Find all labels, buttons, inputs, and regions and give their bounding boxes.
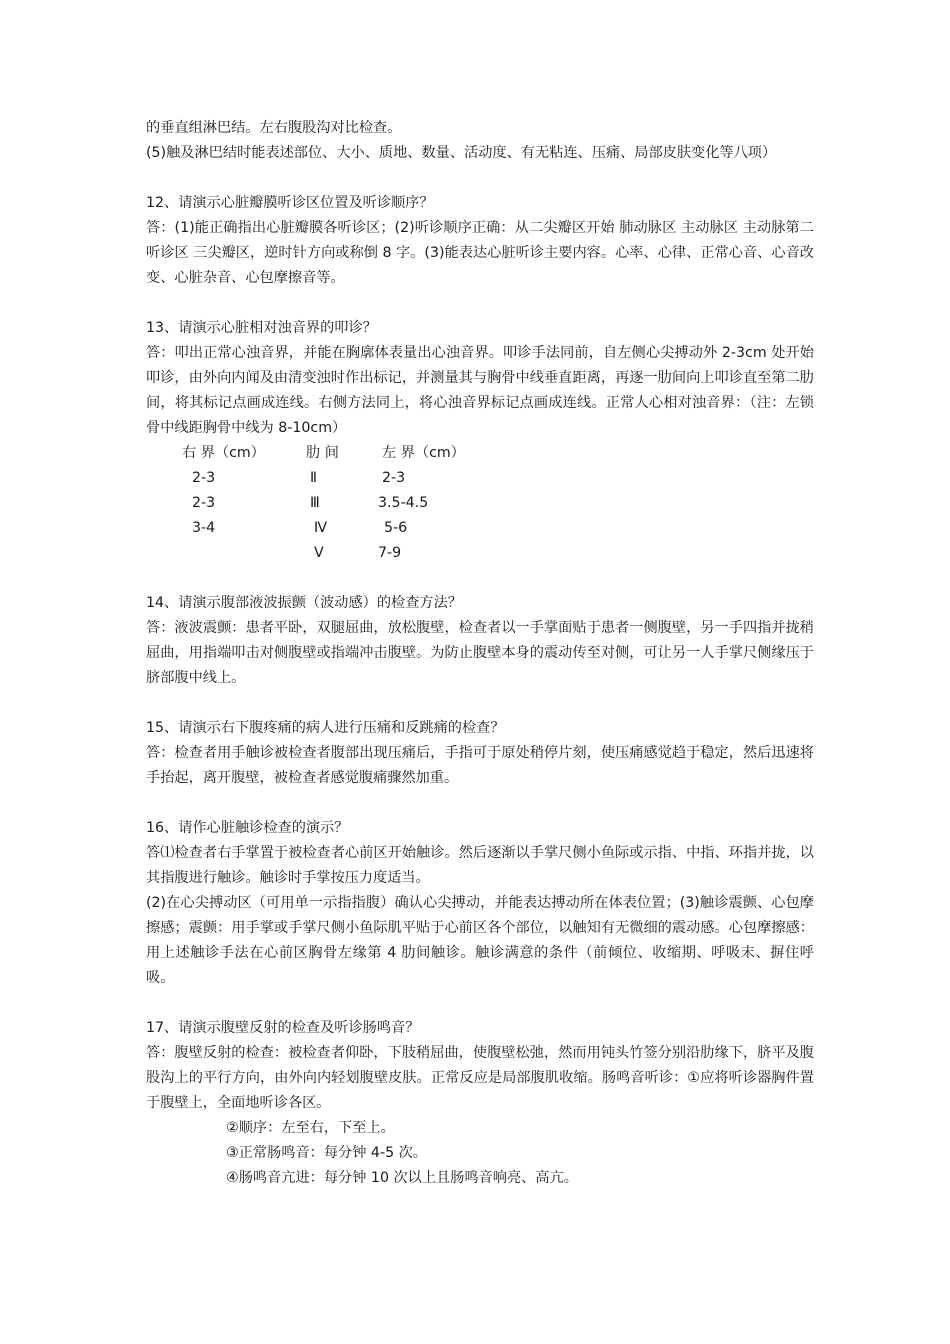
table-cell-left: 5-6 [384,520,408,536]
bowel-sound-list [146,1116,814,1191]
answer-16-part-1: 答⑴检查者右手掌置于被检查者心前区开始触诊。然后逐渐以手掌尺侧小鱼际或示指、中指、环指并拢，以其指腹进行触诊。触诊时手掌按压力度适当。 [146,845,814,886]
answer-17: 答：腹壁反射的检查：被检查者仰卧，下肢稍屈曲，使腹壁松弛，然而用钝头竹签分别沿肋缘下，脐平及腹股沟上的平行方向，由外向内轻划腹壁皮肤。正常反应是局部腹肌收缩。肠鸣音听诊：①应将听诊器胸件置于腹壁上，全面地听诊各区。 [146,1045,814,1111]
question-13: 13、请演示心脏相对浊音界的叩诊？ [146,320,377,336]
question-15: 15、请演示右下腹疼痛的病人进行压痛和反跳痛的检查？ [146,720,505,736]
table-cell-intercostal: Ⅲ [310,495,320,511]
table-cell-right: 2-3 [192,495,216,511]
table-row [146,516,814,541]
table-cell-right: 3-4 [192,520,216,536]
question-12: 12、请演示心脏瓣膜听诊区位置及听诊顺序？ [146,195,434,211]
intro-line-1: 的垂直组淋巴结。左右腹股沟对比检查。 [146,120,402,136]
dullness-border-table [146,441,814,566]
section-gap [146,566,814,591]
table-cell-left: 2-3 [382,470,406,486]
table-row [146,491,814,516]
table-header-row [146,441,814,466]
list-item: ②顺序：左至右，下至上。 [226,1120,395,1136]
section-gap [146,691,814,716]
table-cell-right: 2-3 [192,470,216,486]
table-row [146,541,814,566]
question-14: 14、请演示腹部液波振颤（波动感）的检查方法？ [146,595,462,611]
section-gap [146,791,814,816]
answer-16-part-2: (2)在心尖搏动区（可用单一示指指腹）确认心尖搏动，并能表达搏动所在体表位置；(3)触诊震颤、心包摩擦感；震颤：用手掌或手掌尺侧小鱼际肌平贴于心前区各个部位，以触知有无微细的震动感。心包摩擦感：用上述触诊手法在心前区胸骨左缘第 4 肋间触诊。触诊满意的条件（前倾位、收缩期、呼吸末、摒住呼吸。 [146,895,814,986]
section-gap [146,991,814,1016]
table-header-right: 右 界（cm） [182,445,265,461]
answer-14: 答：液波震颤：患者平卧，双腿屈曲，放松腹壁，检查者以一手掌面贴于患者一侧腹壁，另一手四指并拢稍屈曲，用指端叩击对侧腹壁或指端冲击腹壁。为防止腹壁本身的震动传至对侧，可让另一人手掌尺侧缘压于脐部腹中线上。 [146,620,814,686]
answer-13: 答：叩出正常心浊音界，并能在胸廓体表量出心浊音界。叩诊手法同前，自左侧心尖搏动外 2-3cm 处开始叩诊，由外向内闻及由清变浊时作出标记，并测量其与胸骨中线垂直距离，再逐一肋间向上叩诊直至第二肋间，将其标记点画成连线。右侧方法同上，将心浊音界标记点画成连线。正常人心相对浊音界：（注：左锁骨中线距胸骨中线为 8-10cm） [146,345,814,436]
section-gap [146,291,814,316]
question-17: 17、请演示腹壁反射的检查及听诊肠鸣音？ [146,1020,420,1036]
table-cell-left: 7-9 [378,545,402,561]
list-item: ③正常肠鸣音：每分钟 4-5 次。 [226,1145,427,1161]
section-gap [146,166,814,191]
table-row [146,466,814,491]
document-content [146,116,814,1191]
answer-12: 答：(1)能正确指出心脏瓣膜各听诊区；(2)听诊顺序正确：从二尖瓣区开始 肺动脉区 主动脉区 主动脉第二听诊区 三尖瓣区，逆时针方向或称倒 8 字。(3)能表达心脏听诊主要内容。心率、心律、正常心音、心音改变、心脏杂音、心包摩擦音等。 [146,220,814,286]
table-cell-intercostal: Ⅴ [314,545,324,561]
answer-15: 答：检查者用手触诊被检查者腹部出现压痛后，手指可于原处稍停片刻，使压痛感觉趋于稳定，然后迅速将手抬起，离开腹壁，被检查者感觉腹痛骤然加重。 [146,745,814,786]
intro-line-2: (5)触及淋巴结时能表述部位、大小、质地、数量、活动度、有无粘连、压痛、局部皮肤变化等八项） [146,145,777,161]
table-cell-intercostal: Ⅳ [314,520,328,536]
table-cell-intercostal: Ⅱ [310,470,317,486]
table-cell-left: 3.5-4.5 [378,495,429,511]
list-item: ④肠鸣音亢进：每分钟 10 次以上且肠鸣音响亮、高亢。 [226,1170,578,1186]
question-16: 16、请作心脏触诊检查的演示？ [146,820,349,836]
table-header-left: 左 界（cm） [382,445,465,461]
table-header-intercostal: 肋 间 [306,445,339,461]
